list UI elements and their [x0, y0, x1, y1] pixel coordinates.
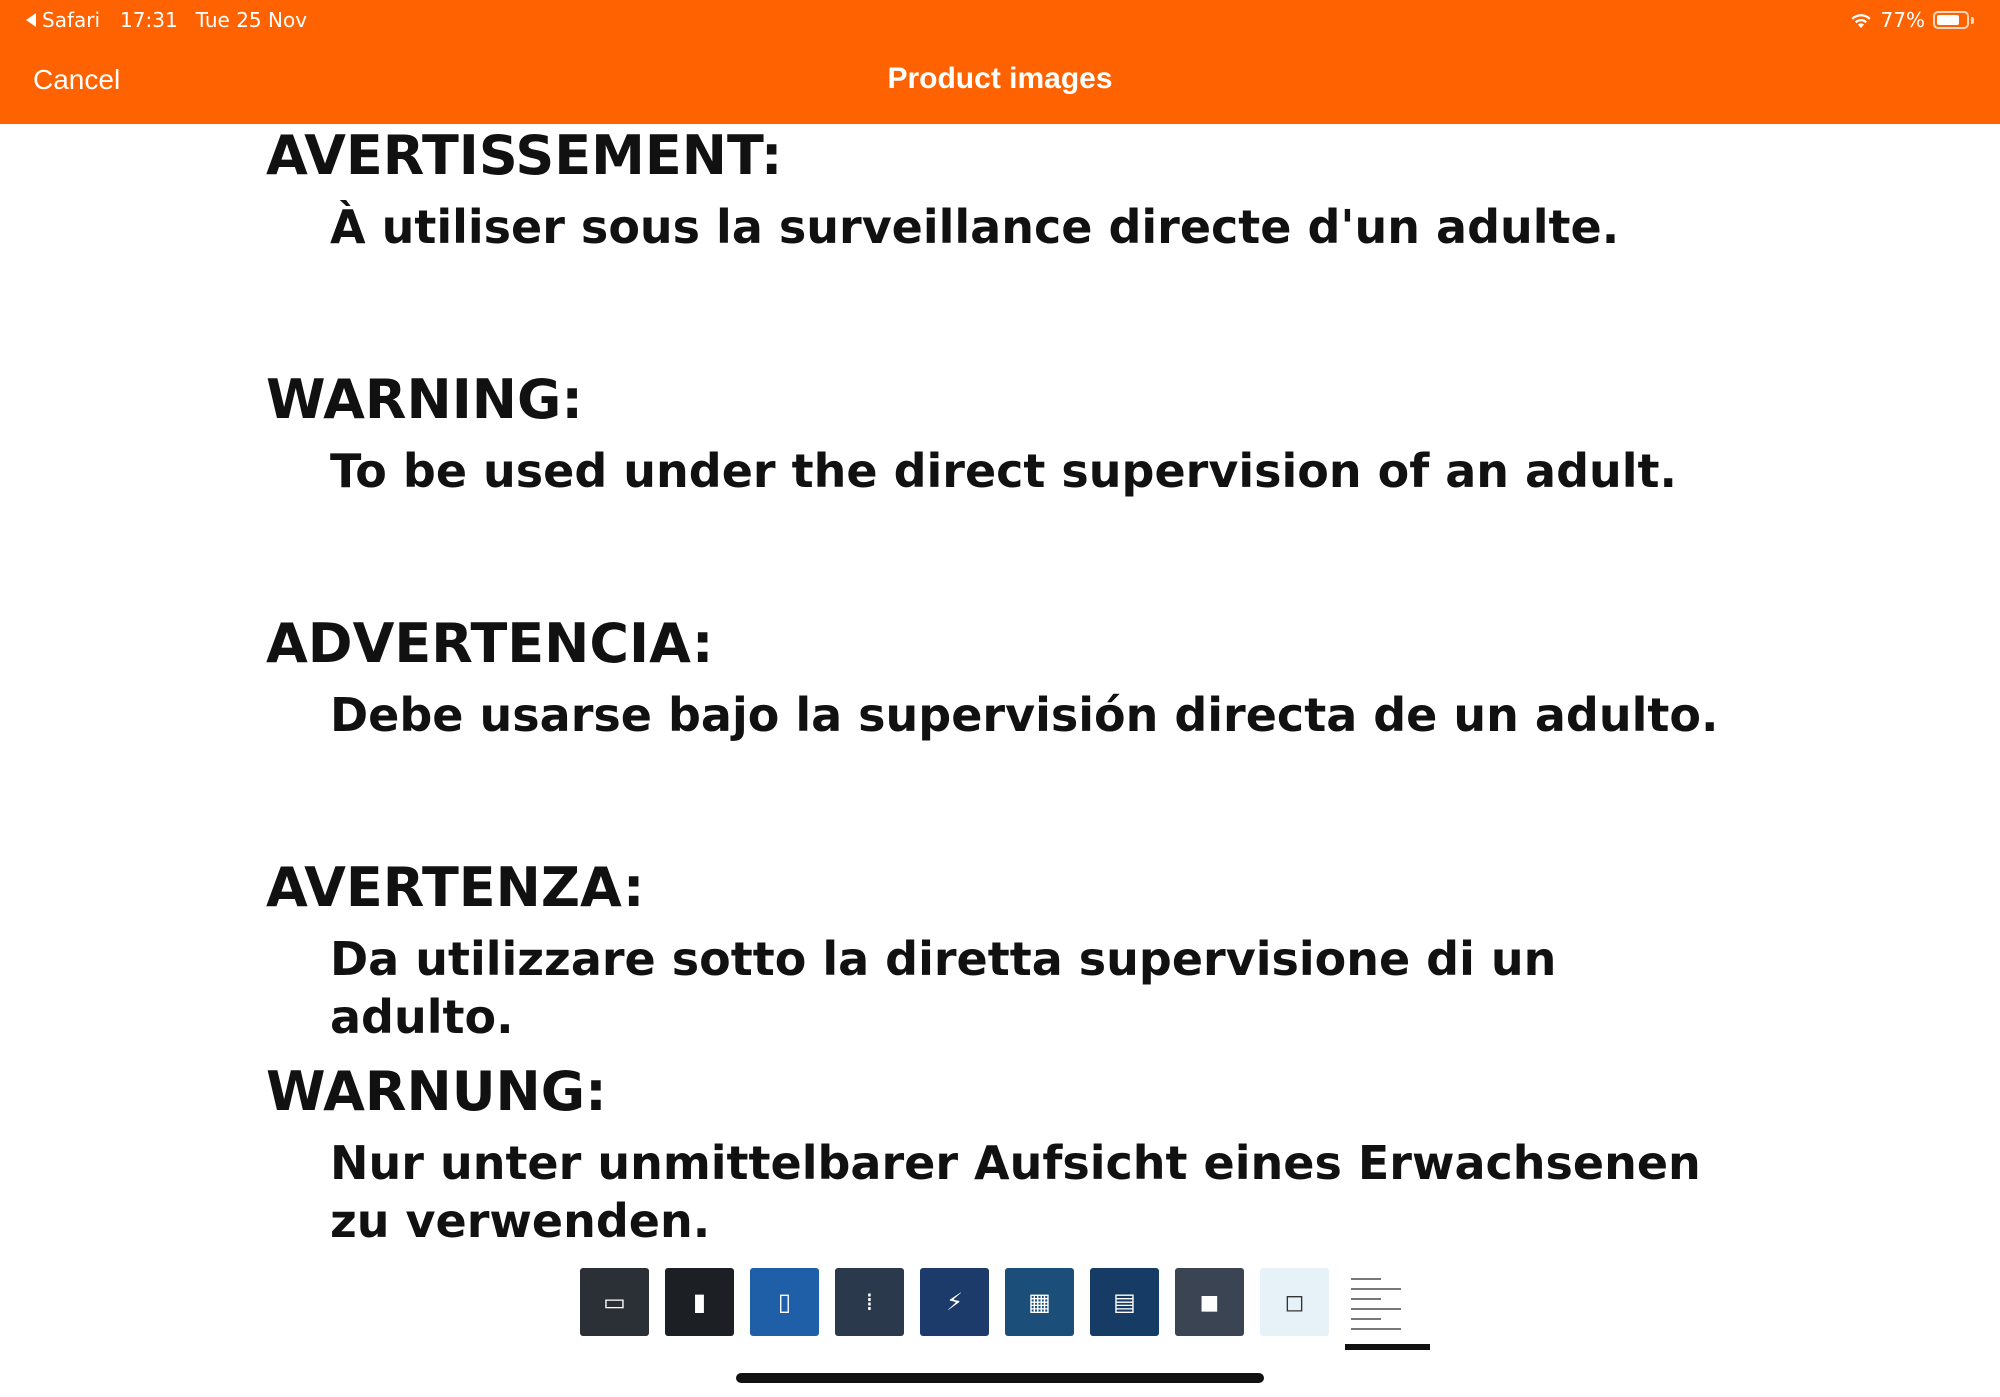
wifi-icon [1849, 10, 1873, 30]
battery-cap-icon [1971, 17, 1974, 24]
status-bar [0, 0, 2000, 40]
nav-bar [0, 40, 2000, 124]
battery-percent: 77% [1880, 8, 1925, 32]
status-date: Tue 25 Nov [195, 8, 308, 32]
warning-text: To be used under the direct supervision of an adult. [330, 444, 1678, 498]
thumbnail-2[interactable] [665, 1268, 734, 1336]
battery-icon [1933, 11, 1969, 29]
warning-block-fr [266, 124, 1766, 256]
thumbnail-9[interactable] [1260, 1268, 1329, 1336]
thumbnail-8[interactable] [1175, 1268, 1244, 1336]
back-to-app-label[interactable]: Safari [42, 8, 101, 32]
warning-text: À utiliser sous la surveillance directe d'un adulte. [330, 200, 1620, 254]
product-image-viewer[interactable] [0, 124, 2000, 1260]
warning-block-es [266, 612, 1766, 744]
document-icon [1345, 1268, 1414, 1336]
phone-icon: ▯ [777, 1288, 792, 1316]
warning-text: Nur unter unmittelbarer Aufsicht eines Erwachsenen zu verwenden. [330, 1136, 1701, 1248]
warning-heading: WARNING: [266, 368, 583, 431]
warning-text: Debe usarse bajo la supervisión directa de un adulto. [330, 688, 1719, 742]
warning-heading: AVERTENZA: [266, 856, 645, 919]
thumbnail-4[interactable] [835, 1268, 904, 1336]
thumbnail-1[interactable] [580, 1268, 649, 1336]
warning-text: Da utilizzare sotto la diretta supervisione di un adulto. [330, 932, 1557, 1044]
status-time: 17:31 [120, 8, 178, 32]
warning-block-de [266, 1060, 1766, 1250]
diagram-icon: ◻ [1284, 1288, 1305, 1316]
thumbnail-7[interactable] [1090, 1268, 1159, 1336]
thumbnail-3[interactable] [750, 1268, 819, 1336]
panel-icon: ▤ [1113, 1288, 1136, 1316]
thumbnail-10[interactable] [1345, 1268, 1414, 1336]
status-right [1849, 8, 1974, 32]
page-title: Product images [887, 62, 1113, 95]
car-icon: ◼ [1199, 1288, 1220, 1316]
thumbnail-5[interactable] [920, 1268, 989, 1336]
selected-thumbnail-indicator [1345, 1344, 1430, 1350]
warning-heading: WARNUNG: [266, 1060, 607, 1123]
warning-block-it [266, 856, 1766, 1046]
device-icon: ▮ [692, 1288, 707, 1316]
warning-block-en [266, 368, 1766, 500]
battery-level [1937, 15, 1959, 25]
warning-heading: ADVERTENCIA: [266, 612, 714, 675]
home-indicator[interactable] [736, 1373, 1264, 1383]
display-icon: ▭ [603, 1288, 626, 1316]
bolt-icon: ⚡ [946, 1288, 963, 1316]
cancel-button[interactable]: Cancel [33, 64, 121, 95]
grid-icon: ⁞ [865, 1288, 874, 1316]
thumbnail-6[interactable] [1005, 1268, 1074, 1336]
status-left [26, 8, 307, 32]
back-arrow-icon[interactable] [26, 13, 36, 27]
screen-icon: ▦ [1028, 1288, 1051, 1316]
warning-heading: AVERTISSEMENT: [266, 124, 783, 187]
